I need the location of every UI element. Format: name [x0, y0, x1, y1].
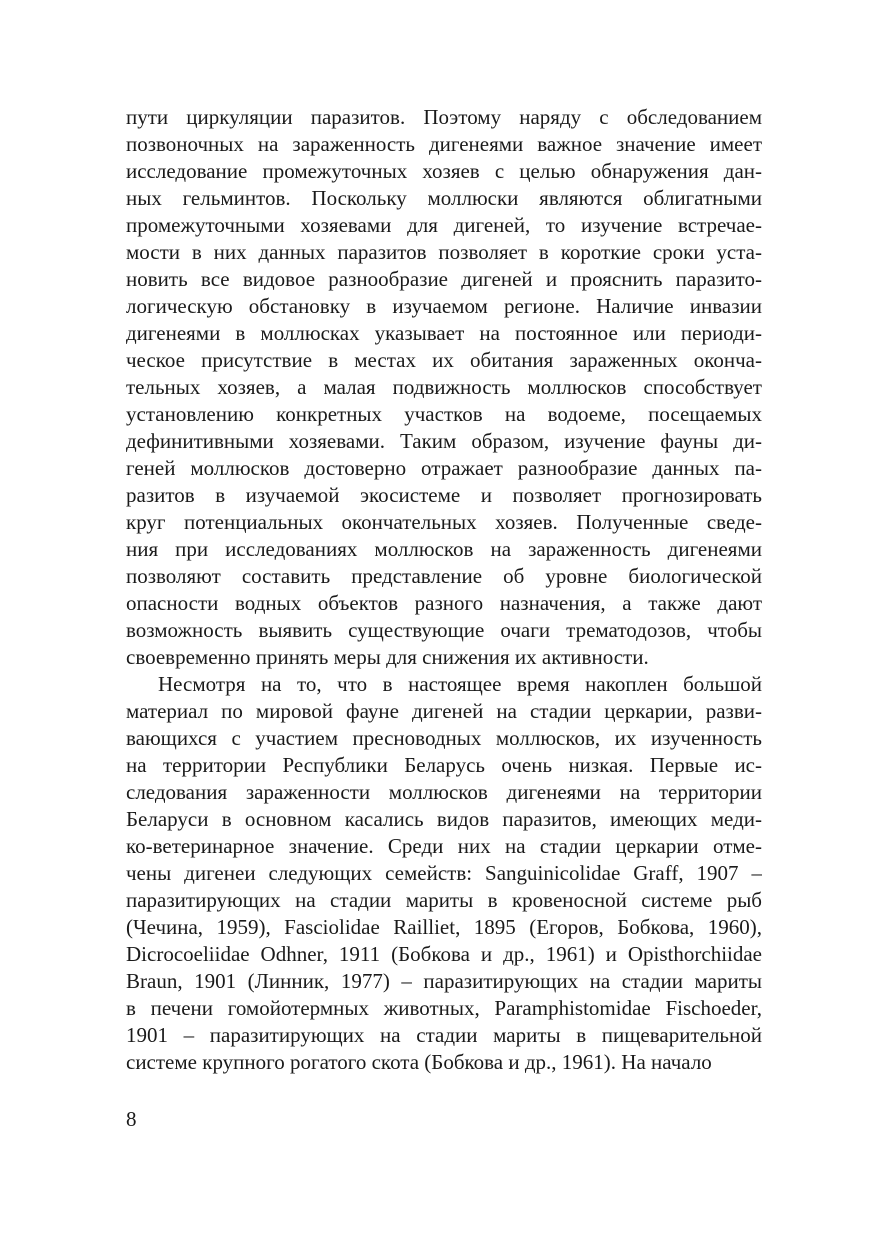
text-line: в печени гомойотермных животных, Paramphistomidae Fischoeder,: [126, 996, 762, 1020]
text-line: (Чечина, 1959), Fasciolidae Railliet, 1895 (Егоров, Бобкова, 1960),: [126, 915, 762, 939]
text-line: мости в них данных паразитов позволяет в короткие сроки уста-: [126, 240, 762, 264]
text-line: разитов в изучаемой экосистеме и позволяет прогнозировать: [126, 483, 762, 507]
text-line: опасности водных объектов разного назначения, а также дают: [126, 591, 762, 615]
paragraph: [126, 104, 762, 671]
text-line: материал по мировой фауне дигеней на стадии церкарии, разви-: [126, 699, 762, 723]
text-line: исследование промежуточных хозяев с целью обнаружения дан-: [126, 159, 762, 183]
text-line: дигенеями в моллюсках указывает на постоянное или периоди-: [126, 321, 762, 345]
body-text: [126, 104, 762, 1076]
text-line: Несмотря на то, что в настоящее время накоплен большой: [158, 672, 762, 696]
text-line: промежуточными хозяевами для дигеней, то изучение встречае-: [126, 213, 762, 237]
text-line: чены дигенеи следующих семейств: Sanguinicolidae Graff, 1907 –: [126, 861, 762, 885]
text-line: ческое присутствие в местах их обитания зараженных оконча-: [126, 348, 762, 372]
text-line: ных гельминтов. Поскольку моллюски являются облигатными: [126, 186, 762, 210]
text-line: Braun, 1901 (Линник, 1977) – паразитирующих на стадии мариты: [126, 969, 762, 993]
text-line: тельных хозяев, а малая подвижность моллюсков способствует: [126, 375, 762, 399]
text-line: на территории Республики Беларусь очень низкая. Первые ис-: [126, 753, 762, 777]
text-line: вающихся с участием пресноводных моллюсков, их изученность: [126, 726, 762, 750]
page-number: 8: [126, 1107, 137, 1131]
text-line: 1901 – паразитирующих на стадии мариты в пищеварительной: [126, 1023, 762, 1047]
text-line: логическую обстановку в изучаемом регионе. Наличие инвазии: [126, 294, 762, 318]
text-line: дефинитивными хозяевами. Таким образом, изучение фауны ди-: [126, 429, 762, 453]
text-line: геней моллюсков достоверно отражает разнообразие данных па-: [126, 456, 762, 480]
text-line: новить все видовое разнообразие дигеней и прояснить паразито-: [126, 267, 762, 291]
text-line: системе крупного рогатого скота (Бобкова и др., 1961). На начало: [126, 1050, 712, 1074]
paragraph: [126, 671, 762, 1076]
text-line: позвоночных на зараженность дигенеями важное значение имеет: [126, 132, 762, 156]
text-line: пути циркуляции паразитов. Поэтому наряду с обследованием: [126, 105, 762, 129]
text-line: ко-ветеринарное значение. Среди них на стадии церкарии отме-: [126, 834, 762, 858]
text-line: своевременно принять меры для снижения их активности.: [126, 645, 649, 669]
text-line: позволяют составить представление об уровне биологической: [126, 564, 762, 588]
text-line: следования зараженности моллюсков дигенеями на территории: [126, 780, 762, 804]
text-line: круг потенциальных окончательных хозяев. Полученные сведе-: [126, 510, 762, 534]
text-line: Беларуси в основном касались видов паразитов, имеющих меди-: [126, 807, 762, 831]
text-line: Dicrocoeliidae Odhner, 1911 (Бобкова и др., 1961) и Opisthorchiidae: [126, 942, 762, 966]
text-line: ния при исследованиях моллюсков на зараженность дигенеями: [126, 537, 762, 561]
text-line: установлению конкретных участков на водоеме, посещаемых: [126, 402, 762, 426]
text-line: паразитирующих на стадии мариты в кровеносной системе рыб: [126, 888, 762, 912]
text-line: возможность выявить существующие очаги трематодозов, чтобы: [126, 618, 762, 642]
